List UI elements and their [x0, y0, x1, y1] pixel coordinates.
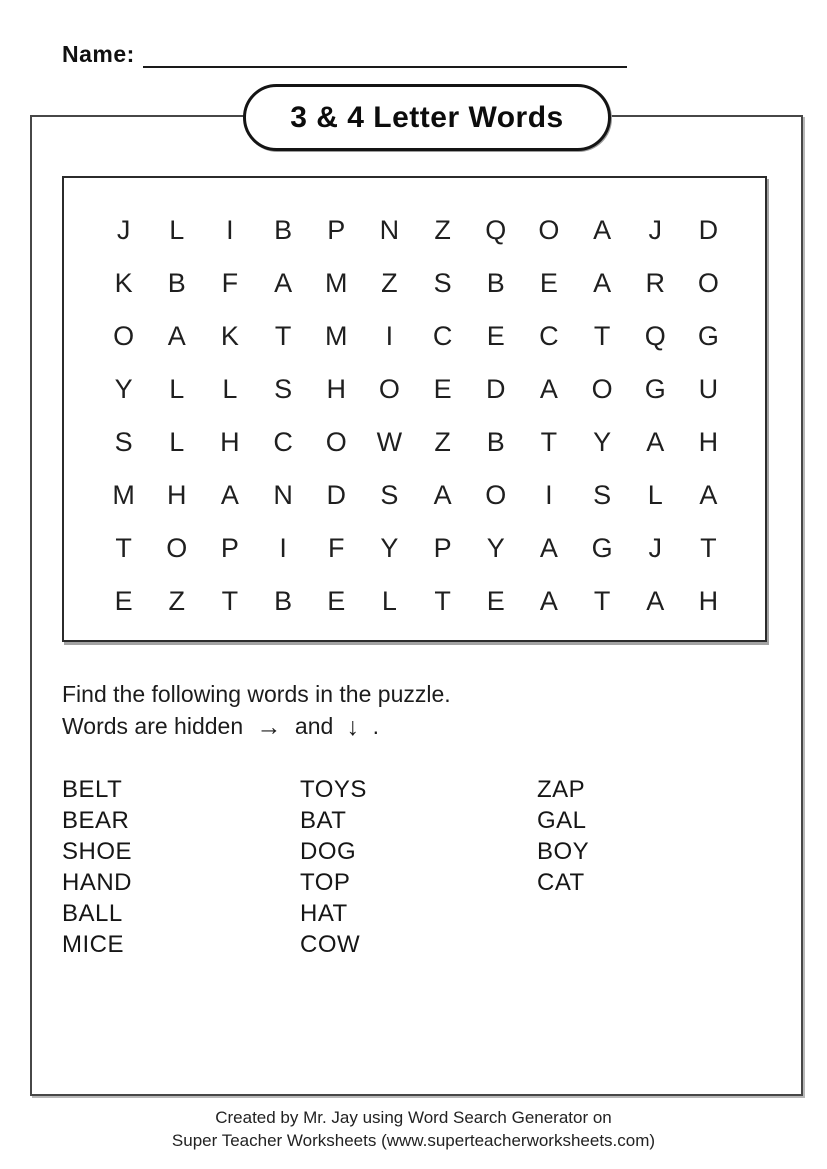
footer-credit — [0, 1106, 827, 1152]
grid-letter: T — [115, 533, 132, 563]
grid-letter: S — [114, 427, 133, 457]
grid-letter: T — [221, 586, 239, 616]
grid-letter: L — [169, 427, 185, 457]
grid-letter: E — [114, 586, 133, 616]
word-item: MICE — [62, 931, 124, 958]
grid-letter: C — [273, 427, 293, 457]
grid-letter: E — [327, 586, 346, 616]
grid-letter: L — [169, 215, 185, 245]
grid-letter: G — [644, 374, 666, 404]
grid-letter: I — [385, 321, 394, 351]
instructions-line2 — [62, 710, 451, 742]
grid-letter: A — [167, 321, 186, 351]
grid-letter: S — [593, 480, 612, 510]
grid-letter: N — [379, 215, 400, 245]
grid-letter: A — [646, 427, 665, 457]
grid-letter: I — [226, 215, 234, 245]
grid-letter: O — [538, 215, 560, 245]
grid-letter: J — [116, 215, 131, 245]
grid-letter: H — [166, 480, 187, 510]
grid-letter: J — [648, 533, 662, 563]
grid-letter: D — [698, 215, 719, 245]
grid-letter: B — [274, 215, 293, 245]
grid-letter: A — [646, 586, 665, 616]
grid-letter: E — [433, 374, 452, 404]
grid-letter: K — [114, 268, 133, 298]
grid-letter: Q — [644, 321, 666, 351]
grid-letter: L — [647, 480, 663, 510]
grid-letter: S — [380, 480, 399, 510]
footer-line2: Super Teacher Worksheets (www.superteacherworksheets.com) — [171, 1131, 656, 1150]
word-item: TOP — [300, 869, 351, 896]
grid-letter: T — [593, 321, 611, 351]
grid-letter: I — [545, 480, 553, 510]
word-item: TOYS — [300, 776, 367, 803]
grid-letter: W — [376, 427, 403, 457]
grid-letter: Y — [114, 374, 133, 404]
grid-letter: O — [485, 480, 507, 510]
grid-letter: H — [698, 586, 719, 616]
grid-letter: C — [539, 321, 559, 351]
word-item: SHOE — [62, 838, 133, 865]
grid-letter: S — [433, 268, 452, 298]
instructions-period: . — [372, 713, 379, 739]
grid-letter: J — [648, 215, 662, 245]
name-row — [62, 40, 627, 68]
grid-letter: N — [273, 480, 293, 510]
grid-letter: T — [593, 586, 611, 616]
grid-letter: M — [324, 268, 348, 298]
grid-letter: G — [591, 533, 613, 563]
grid-letter: Z — [434, 215, 451, 245]
word-item: BALL — [62, 900, 123, 927]
grid-letter: A — [274, 268, 293, 298]
grid-letter: E — [486, 586, 505, 616]
word-item: BAT — [300, 807, 347, 834]
word-item: COW — [300, 931, 361, 958]
grid-letter: L — [381, 586, 397, 616]
grid-letter: P — [327, 215, 346, 245]
grid-letter: A — [539, 374, 558, 404]
word-item: HAT — [300, 900, 348, 927]
grid-letter: Z — [381, 268, 398, 298]
grid-letter: F — [327, 533, 345, 563]
grid-letter: S — [274, 374, 293, 404]
word-item: CAT — [537, 869, 585, 896]
word-item: BOY — [537, 838, 590, 865]
grid-letter: B — [486, 427, 505, 457]
word-item: DOG — [300, 838, 357, 865]
grid-letter: B — [167, 268, 186, 298]
grid-letter: O — [325, 427, 347, 457]
down-arrow-icon: ↓ — [346, 713, 360, 741]
grid-letter: T — [434, 586, 451, 616]
grid-letter: A — [699, 480, 718, 510]
grid-letter: Y — [486, 533, 505, 563]
grid-letter: M — [324, 321, 348, 351]
grid-letter: P — [220, 533, 239, 563]
grid-letter: A — [593, 268, 612, 298]
name-label: Name: — [62, 41, 135, 67]
grid-letter: O — [697, 268, 719, 298]
word-item: BEAR — [62, 807, 130, 834]
word-column — [300, 774, 537, 960]
grid-letter: A — [539, 533, 558, 563]
grid-letter: A — [539, 586, 558, 616]
grid-letter: C — [432, 321, 453, 351]
instructions-line1: Find the following words in the puzzle. — [62, 681, 451, 707]
name-input-line[interactable] — [143, 40, 627, 68]
instructions-and-text: and — [294, 713, 334, 739]
puzzle-grid — [62, 176, 767, 642]
right-arrow-icon: → — [256, 713, 282, 741]
grid-letter: F — [221, 268, 239, 298]
grid-letter: T — [540, 427, 558, 457]
word-item: BELT — [62, 776, 123, 803]
grid-letter: A — [593, 215, 612, 245]
grid-letter: R — [645, 268, 665, 298]
grid-letter: O — [378, 374, 400, 404]
grid-letter: A — [220, 480, 239, 510]
grid-letter: Z — [434, 427, 451, 457]
grid-letter: O — [166, 533, 188, 563]
grid-letter: H — [698, 427, 719, 457]
grid-letter: U — [698, 374, 719, 404]
grid-letter: H — [326, 374, 346, 404]
instructions-line2-prefix: Words are hidden — [62, 713, 244, 739]
page-title: 3 & 4 Letter Words — [290, 100, 564, 134]
grid-letter: O — [113, 321, 135, 351]
grid-letter: Y — [593, 427, 612, 457]
grid-letter: D — [326, 480, 346, 510]
grid-letter: K — [220, 321, 239, 351]
grid-letter: Z — [168, 586, 185, 616]
grid-letter: E — [539, 268, 558, 298]
word-item: GAL — [537, 807, 587, 834]
grid-letter: B — [486, 268, 505, 298]
word-list — [62, 774, 774, 960]
grid-letter: D — [485, 374, 506, 404]
grid-letter: H — [220, 427, 240, 457]
grid-letter: L — [222, 374, 238, 404]
grid-letter: T — [274, 321, 292, 351]
footer-line1: Created by Mr. Jay using Word Search Generator on — [215, 1108, 612, 1127]
grid-letter: Q — [485, 215, 507, 245]
grid-letter: E — [486, 321, 505, 351]
word-column — [537, 774, 774, 960]
grid-letter: T — [700, 533, 717, 563]
grid-letter: M — [112, 480, 135, 510]
grid-letter: O — [591, 374, 613, 404]
grid-letter: L — [169, 374, 185, 404]
word-column — [62, 774, 300, 960]
word-item: ZAP — [537, 776, 586, 803]
grid-letter: A — [433, 480, 452, 510]
grid-letter: G — [697, 321, 719, 351]
word-item: HAND — [62, 869, 133, 896]
grid-letter: Y — [380, 533, 399, 563]
grid-letter: B — [274, 586, 293, 616]
grid-letter: P — [433, 533, 452, 563]
title-badge — [243, 84, 611, 151]
grid-letter: I — [279, 533, 287, 563]
instructions — [62, 678, 451, 742]
